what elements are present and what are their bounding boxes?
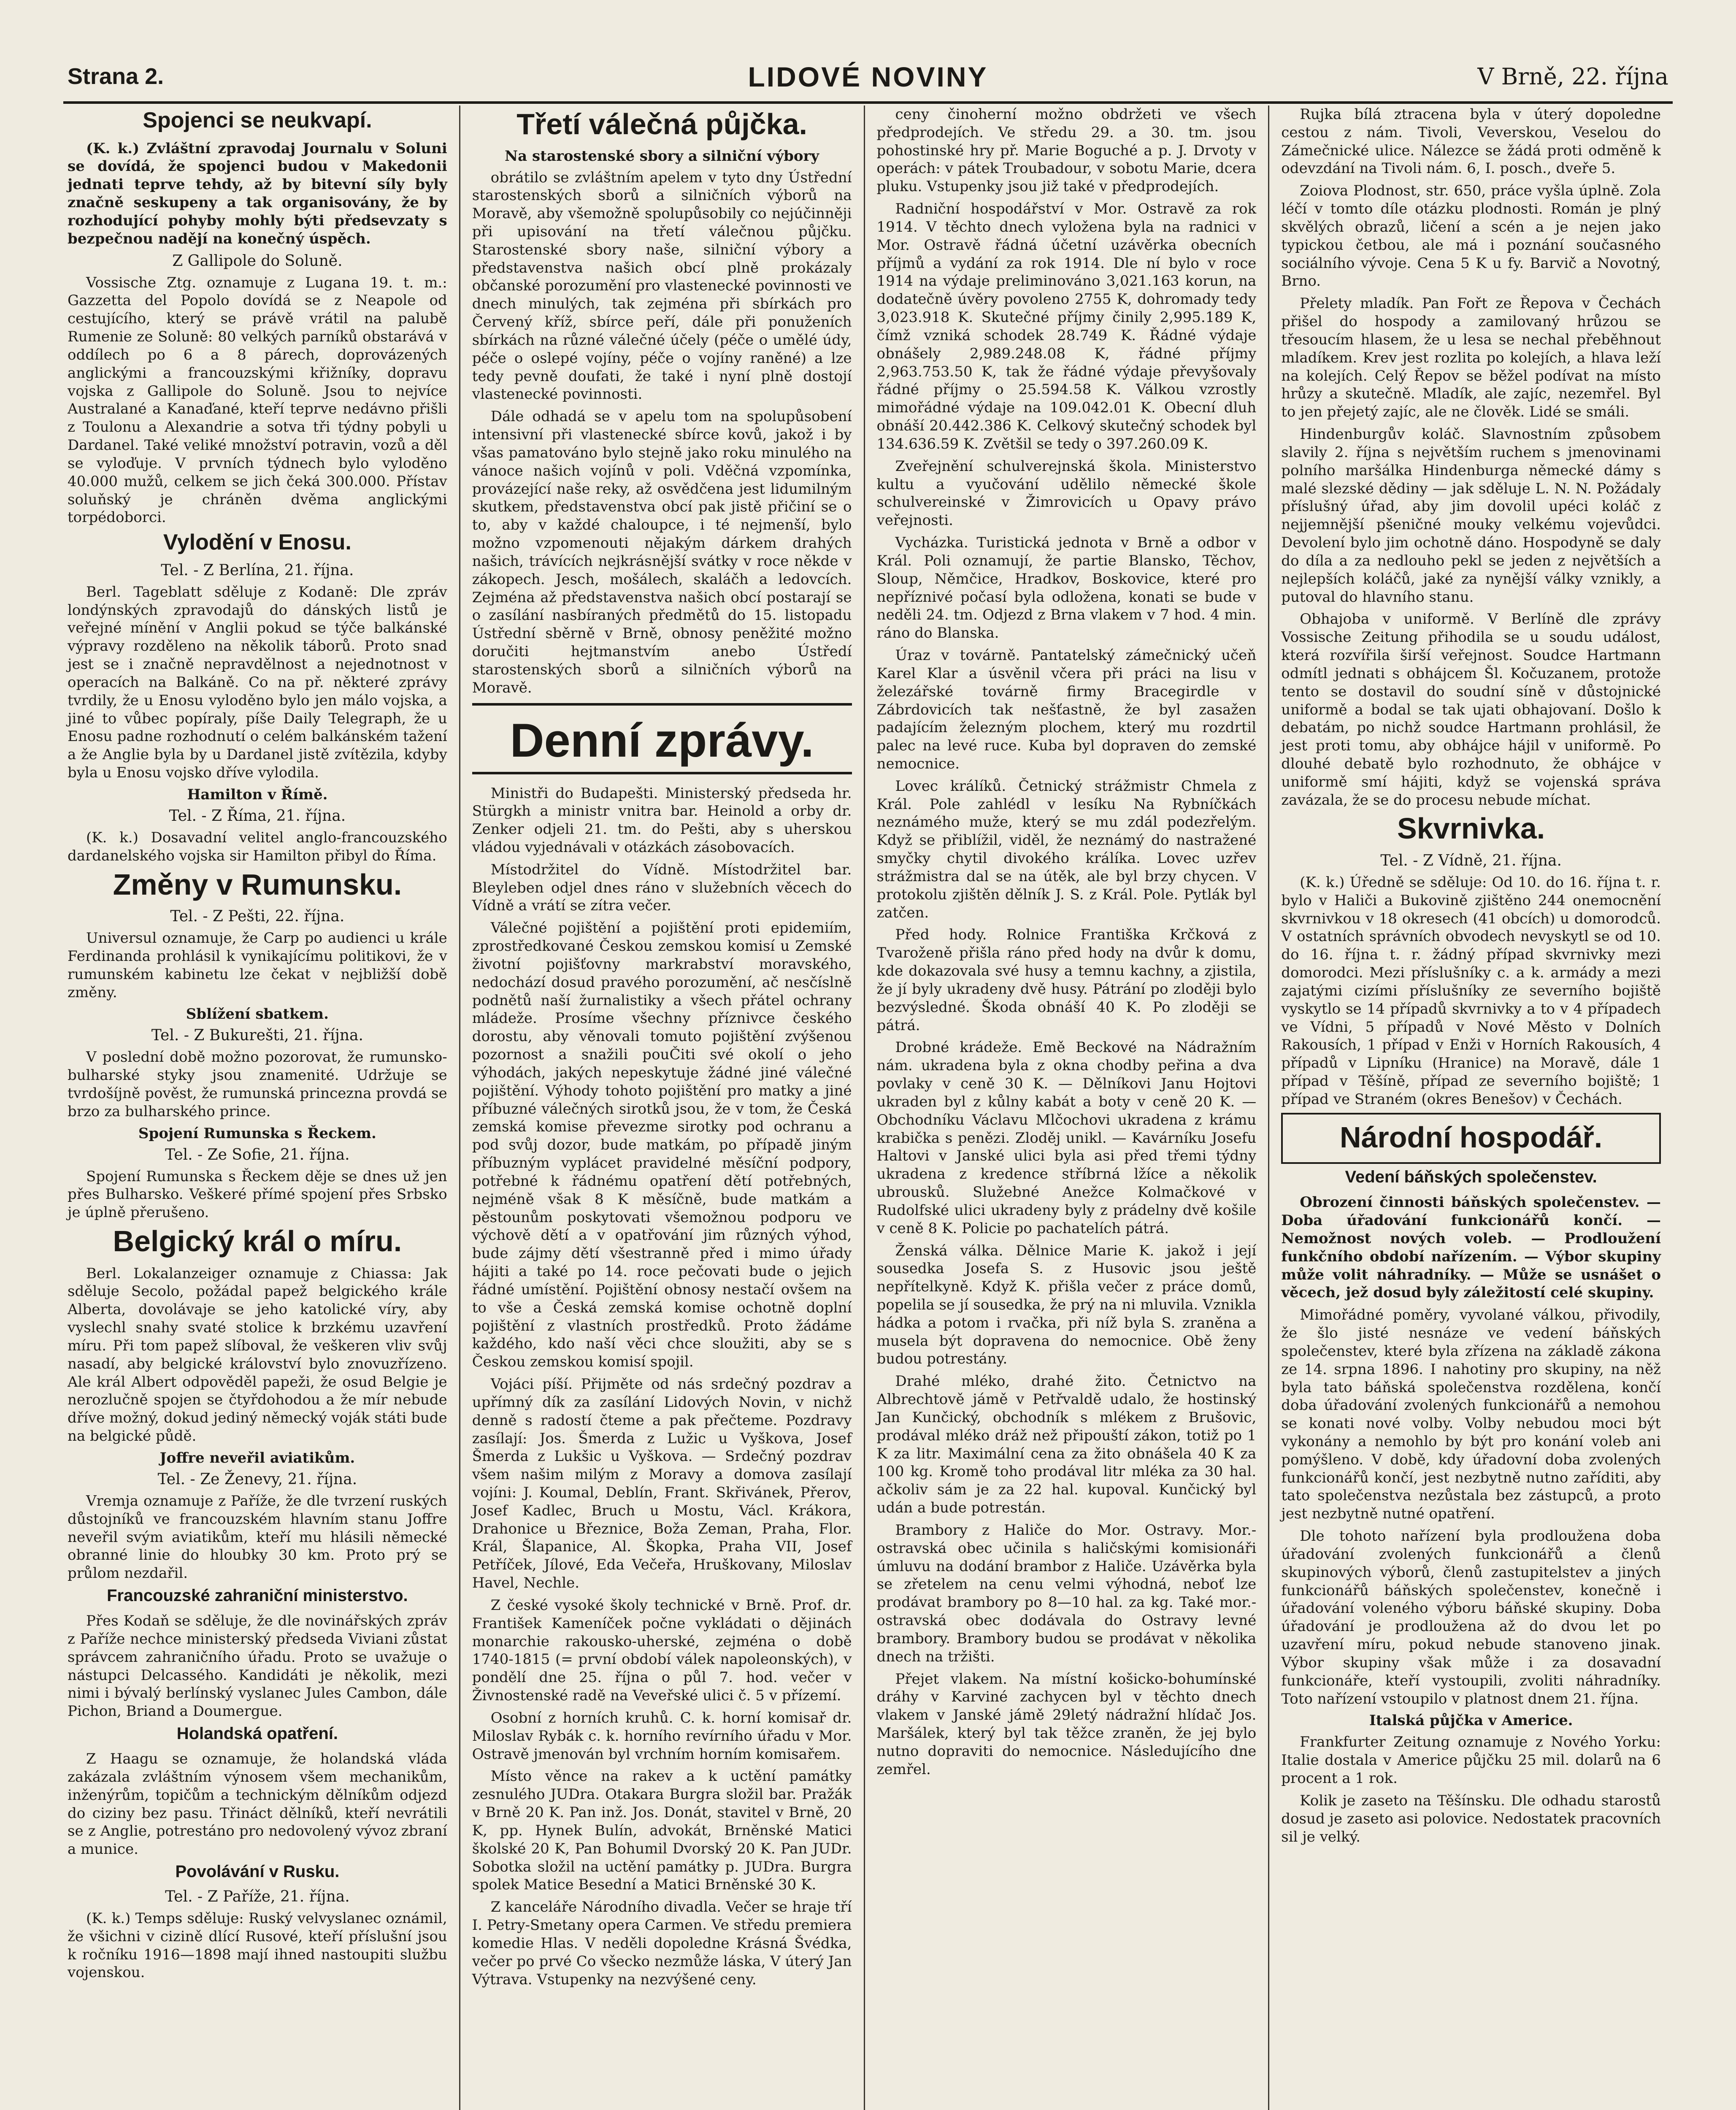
headline-sblizeni: Sblížení sbatkem. <box>186 1006 329 1023</box>
paragraph: Obrození činnosti báňských společenstev. — Doba úřadování funkcionářů končí. — Nemožnost nových voleb. — Prodloužení funkčního období nařízením. — Výbor skupiny může volit náhradníky. — Může se usnášet o věcech, jež dosud byly záležitostí celé skupiny. <box>1281 1194 1661 1301</box>
news-item: Rujka bílá ztracena byla v úterý dopoledne cestou z nám. Tivoli, Veverskou, Veselou do Zámečnické ulice. Nálezce se žádá proti odměně k odevzdání na Tivoli nám. 6, I. posch., dveře 5. <box>1281 106 1661 177</box>
column-3 <box>864 106 1268 2110</box>
paragraph: (K. k.) Temps sděluje: Ruský velvyslanec oznámil, že všichni v cizině dlící Rusové, kteří příslušní jsou k ročníku 1916—1898 mají ihned nastoupiti službu vojenskou. <box>68 1910 447 1981</box>
section-box-narodni-hospodar <box>1281 1113 1661 1164</box>
headline-skvrnivka: Skvrnivka. <box>1397 812 1545 845</box>
paragraph: Kolik je zaseto na Těšínsku. Dle odhadu starostů dosud je zaseto asi polovice. Nedostatek pracovních sil je velký. <box>1281 1792 1661 1845</box>
telegram-line: Tel. - Z Pešti, 22. října. <box>170 908 345 925</box>
subheading: Z Gallipole do Soluně. <box>172 252 343 270</box>
news-item: Přejet vlakem. Na místní košicko-bohumínské dráhy v Karviné zachycen byl v těchto dnech vlakem v Janské jámě 29letý nádražní hlídač Jos. Maršálek, který byl tak těžce zraněn, že jej bylo nutno dopraviti do nemocnice. Následujícího dne zemřel. <box>876 1670 1257 1778</box>
paragraph: Berl. Lokalanzeiger oznamuje z Chiassa: Jak sděluje Secolo, požádal papež belgického krále Alberta, dovolávaje se jeho katolické víry, aby vyslechl snahy svaté stolice k brzkému uzavření míru. Při tom papež slíboval, že veškeren vliv svůj nasadí, aby belgické království bylo znovuzřízeno. Ale král Albert odpověděl papeži, že osud Belgie je nerozlučně spojen se čtyřdohodou a že mír nebude dříve možný, dokud jediný německý voják státi bude na belgické půdě. <box>68 1265 447 1445</box>
news-item: Vojáci píší. Přijměte od nás srdečný pozdrav a upřímný dík za zasílání Lidových Novin, v nichž denně s radostí čteme a pak přečteme. Pozdravy zasílají: Jos. Šmerda z Lužic u Vyškova, Josef Šmerda z Lukšic u Vyškova. — Srdečný pozdrav všem našim milým z Moravy a domova zasílají vojíni: J. Koumal, Deblín, Frant. Skřivánek, Přerov, Josef Kadlec, Bruch u Mostu, Václ. Krákora, Drahonice u Březnice, Boža Zeman, Praha, Flor. Král, Šlapanice, Al. Škopka, Praha VII, Josef Petříček, Jílové, Eda Večeřa, Hruškovany, Miloslav Havel, Nechle. <box>472 1376 852 1592</box>
news-item: Drobné krádeže. Emě Beckové na Nádražním nám. ukradena byla z okna chodby peřina a dva povlaky v ceně 30 K. — Dělníkovi Janu Hojtovi ukraden byl z kůlny kabát a boty v ceně 20 K. — Obchodníku Václavu Mlčochovi ukradena z krámu krabička s penězi. Zloděj unikl. — Kavárníku Josefu Haltovi v Janské ulici byla asi před třemi týdny ukradena z kredence stříbrná lžíce a několik ubrousků. Služebné Anežce Kolmačkové v Rudolfské ulici ukradeny byly z prádelny dvě košile v ceně 8 K. Policie po pachatelích pátrá. <box>876 1039 1257 1237</box>
telegram-line: Tel. - Ze Ženevy, 21. října. <box>157 1470 357 1488</box>
news-item: Úraz v továrně. Pantatelský zámečnický učeň Karel Klar a úsvěnil včera při práci na lisu v železářské továrně firmy Bracegirdle v Zábrdovicích tak nešťastně, že byl zasažen padajícím železným plochem, který mu rozdrtil palec na levé ruce. Kuba byl dopraven do zemské nemocnice. <box>876 647 1257 772</box>
page-number: Strana 2. <box>68 64 164 89</box>
news-item: Přelety mladík. Pan Fořt ze Řepova v Čechách přišel do hospody a zamilovaný hrůzou se třesoucím hlasem, že u lesa se nechal přeběhnout mladíkem. Krev jest rozlita po kolejích, a hlava leží na kolejích. Celý Řepov se běžel podívat na místo hrůzy a skutečně. Mladík, ale zajíc, nezemřel. Byl to jen přejetý zajíc, ale ne člověk. Lidé se smáli. <box>1281 295 1661 421</box>
headline-enos: Vylodění v Enosu. <box>163 530 352 555</box>
headline-hamilton: Hamilton v Římě. <box>187 786 328 803</box>
columns <box>63 106 1673 2110</box>
news-item: Hindenburgův koláč. Slavnostním způsobem slavily 2. října s největším ruchem s jmenovinami polního maršálka Hindenburga německé dámy s malé slezské dědiny — jak sděluje L. N. N. Požádaly příslušný úřad, aby jim dovolil upéci koláč z nejjemnější pšeničné mouky velkému vojevůdci. Devolení bylo jim ochotně dáno. Hospodyně se daly do díla a za nedlouho pekl se jeden z největších a nejlepších koláčů, jaké za nynější války vznikly, a putoval do hlavního stanu. <box>1281 426 1661 606</box>
paragraph: obrátilo se zvláštním apelem v tyto dny Ústřední starostenských sborů a silničních výborů na Moravě, aby všemožně spolupůsobily co nejúčinněji při upisování na třetí válečnou půjčku. Starostenské sbory naše, silniční výbory a představenstva našich obcí plně prokázaly občanské porozumění pro vlastenecké povinnosti ve dnech minulých, tak zejména při sbírkách pro Červený kříž, sbírce peří, dále při ponuženích sbírkách na různé válečné účely (péče o umělé údy, péče o oslepé vojíny, péče o vojíny raněné) a lze tedy pevně doufati, že také i nyní plně dostojí vlastenecké povinnosti. <box>472 169 852 403</box>
paragraph: (K. k.) Úředně se sděluje: Od 10. do 16. října t. r. bylo v Haliči a Bukovině zjištěno 244 onemocnění skvrnivkou v 18 okresech (41 obcích) u domorodců. V ostatních správních obvodech nevyskytl se od 10. do 16. října t. r. žádný případ skvrnivky mezi domorodci. Mezi příslušníky c. a k. armády a mezi zajatými cizími příslušníky ze severního bojiště vyskytlo se 14 případů skvrnivky a to v 4 případech ve Vídni, 5 případů v Nové Město v Dolních Rakousích, 1 případ v Enži v Horních Rakousích, 4 případů v Lipníku (Hranice) na Moravě, dále 1 případ v Těšíně, případ ze severního bojiště; 1 případ ve Straném (okres Benešov) v Čechách. <box>1281 874 1661 1108</box>
news-item: Zoiova Plodnost, str. 650, práce vyšla úplně. Zola léčí v tomto díle otázku plodnosti. Román je plný skvělých obrazů, ličení a scén a je nejen jako typickou četbou, ale má i poznání současného sociálního vývoje. Cena 5 K u fy. Barvič a Novotný, Brno. <box>1281 182 1661 290</box>
headline-spojenci: Spojenci se neukvapí. <box>143 108 372 133</box>
telegram-line: Tel. - Z Berlína, 21. října. <box>161 561 354 579</box>
telegram-line: Tel. - Z Vídně, 21. října. <box>1380 852 1562 869</box>
telegram-line: Tel. - Z Bukurešti, 21. října. <box>151 1027 363 1044</box>
headline-valecna-pujcka: Třetí válečná půjčka. <box>516 108 807 141</box>
headline-francouzske-ministerstvo: Francouzské zahraniční ministerstvo. <box>107 1586 408 1605</box>
column-4 <box>1268 106 1673 2110</box>
headline-holandska-opatreni: Holandská opatření. <box>176 1724 338 1743</box>
headline-spojeni: Spojení Rumunska s Řeckem. <box>138 1125 376 1142</box>
paragraph: Frankfurter Zeitung oznamuje z Nového Yorku: Italie dostala v Americe půjčku 25 mil. dolarů na 6 procent a 1 rok. <box>1281 1734 1661 1787</box>
news-item: Drahé mléko, drahé žito. Četnictvo na Albrechtově jámě v Petřvaldě udalo, že hostinský Jan Kunčický, obchodník s mlékem z Brušovic, prodával mléko dráž než připouští zákon, totiž po 1 K za litr. Maximální cena za žito obnášela 40 K za 100 kg. Kromě toho prodával litr mléka za 30 hal. ačkoliv sám je za 22 hal. kupoval. Kunčický byl udán a bude potrestán. <box>876 1373 1257 1517</box>
news-item: Radniční hospodářství v Mor. Ostravě za rok 1914. V těchto dnech vyložena byla na radnici v Mor. Ostravě řádná účetní uzávěrka obecních příjmů a vydání za rok 1914. Dle ní bylo v roce 1914 na výdaje preliminováno 3,021.163 korun, na dodatečně úvěry povoleno 2755 K, dohromady tedy 3,023.918 K. Skutečné příjmy činily 2,995.189 K, čímž vzniká schodek 28.749 K. Řádné výdaje obnášely 2,989.248.08 K, řádné příjmy 2,963.753.50 K, tak že řádné výdaje převyšovaly řádné příjmy o 25.594.58 K. Válkou vzrostly mimořádné výdaje na 109.042.01 K. Obecní dluh obnáší 20.442.386 K. Celkový skutečný schodek byl 134.636.59 K. Zvětšil se tedy o 397.260.09 K. <box>876 200 1257 452</box>
paragraph: Vossische Ztg. oznamuje z Lugana 19. t. m.: Gazzetta del Popolo dovídá se z Neapole od cestujícího, který se právě vrátil na palubě Rumenie ze Soluně: 80 velkých parníků obstarává v oddílech po 6 a 8 párech, doprovázených anglickými a francouzskými křižníky, dopravu vojska z Gallipole do Soluně. Jsou to nejvíce Australané a Kanaďané, kteří teprve nedávno přišli z Toulonu a Alexandrie a sotva tři týdny pobyli u Dardanel. Také veliké množství potravin, vozů a děl se vyloďuje. V prvních týdnech bylo vyloděno 40.000 mužů, celkem se jich čeká 300.000. Přístav soluňský je chráněn dvěma anglickými torpédoborci. <box>68 274 447 526</box>
news-item: Vycházka. Turistická jednota v Brně a odbor v Král. Poli oznamují, že partie Blansko, Těchov, Sloup, Němčice, Hradkov, Boskovice, které pro nepříznivé počasí byla odložena, konati se bude v neděli 24. tm. Odjezd z Brna vlakem v 7 hod. 4 min. ráno do Blanska. <box>876 534 1257 642</box>
news-item: ceny činoherní možno obdržeti ve všech předprodejích. Ve středu 29. a 30. tm. jsou pohostinské hry př. Marie Boguché a p. J. Drvoty v operách: v pátek Troubadour, v sobotu Marie, dcera pluku. Vstupenky jsou již také v předprodejích. <box>876 106 1257 195</box>
news-item: Válečné pojištění a pojištění proti epidemiím, zprostředkované Českou zemskou komisí u Zemské životní pojišťovny markrabství moravského, nedochází dosud pravého porozumění, ač nesčíslně podnětů naší žurnalistiky a všech přátel ochrany mládeže. Prosíme všechny příznivce českého dorostu, aby věnovali tomuto pojištění zvýšenou pozornost a snažili pouČiti své okolí o jeho výhodách, jakých nepeskytuje žádné jiné válečné pojištění. Výhody tohoto pojištění pro matky a jiné příbuzné válečných sirotků jsou, že v tom, že Česká zemská komise převezme sirotky pod ochranu a pod svůj dozor, bude matkám, po případě jiným příbuzným vyplácet pravidelné měsíční podpory, potřebné k řádnému opatření dětí potřebných, nejméně však 8 K měsíčně, bude matkám a pěstounům poskytovati všemožnou podporu ve výchově dětí a v opatřování jim různých výhod, bude zájmy dětí všestranně před i mimo úřady hájiti a také po 14. roce pečovati bude o jejich řádné umístění. Pojištění obnosy nestačí ovšem na to vše a Česká zemská komise ochotně doplní pojištění z vlastních prostředků. Proto žádáme každého, kdo naší věci chce sloužiti, aby se s Českou zemskou komisí spojil. <box>472 920 852 1371</box>
telegram-line: Tel. - Ze Sofie, 21. října. <box>165 1146 350 1163</box>
headline-joffre: Joffre neveřil aviatikům. <box>160 1449 355 1466</box>
headline-banska-spolecenstva: Vedení báňských společenstev. <box>1345 1168 1597 1187</box>
news-item: Brambory z Haliče do Mor. Ostravy. Mor.-ostravská obec učinila s haličskými komisionáři úmluvu na dodání brambor z Haliče. Uzávěrka byla se zřetelem na cenu velmi výhodná, neboť lze prodávat brambory po 8—10 hal. za kg. Také mor.-ostravská obec dodávala do Ostravy levné brambory. Brambory budou se prodávat v několika dnech na tržišti. <box>876 1521 1257 1665</box>
telegram-line: Tel. - Z Říma, 21. října. <box>169 807 346 825</box>
news-item: Osobní z horních kruhů. C. k. horní komisař dr. Miloslav Rybák c. k. horního revírního úřadu v Mor. Ostravě jmenován byl vrchním horním komisařem. <box>472 1709 852 1763</box>
news-item: Zveřejnění schulverejnská škola. Ministerstvo kultu a vyučování udělilo německé škole schulvereinské v Žimrovicích u Opavy právo veřejnosti. <box>876 457 1257 529</box>
news-item: Před hody. Rolnice Františka Krčková z Tvaroženě přišla ráno před hody na dvůr k domu, kde dokazovala své husy a temnu kachny, a zjistila, že jí byly ukradeny dvě husy. Pátrání po zloději bylo bezvýsledné. Škoda obnáší 40 K. Po zloději se pátrá. <box>876 926 1257 1034</box>
paragraph: (K. k.) Zvláštní zpravodaj Journalu v Soluni se dovídá, že spojenci budou v Makedonii jednati teprve tehdy, až by bitevní síly byly značně seskupeny a tak organisovány, že by rozhodující pohyby mohly býti předsevzaty s bezpečnou nadějí na konečný úspěch. <box>68 140 447 247</box>
news-item: Ženská válka. Dělnice Marie K. jakož i její sousedka Josefa S. z Husovic jsou ještě nepřítelkyně. Když K. přišla večer z práce domů, popelila se jí sousedka, že prý na ni mluvila. Vznikla hádka a potom i rvačka, při níž byla S. zraněna a musela být dopravena do nemocnice. Obě ženy budou potrestány. <box>876 1242 1257 1368</box>
paragraph: (K. k.) Dosavadní velitel anglo-francouzského dardanelského vojska sir Hamilton přibyl do Říma. <box>68 829 447 864</box>
news-item: Ministři do Budapešti. Ministerský předseda hr. Stürgkh a ministr vnitra bar. Heinold a orby dr. Zenker odjeli 21. tm. do Pešti, aby s uherskou vládou vyjednávali v otázkách zásobovacích. <box>472 784 852 856</box>
headline-italska-pujcka: Italská půjčka v Americe. <box>1369 1712 1573 1729</box>
section-heading-narodni-hospodar: Národní hospodář. <box>1340 1120 1603 1154</box>
masthead <box>63 55 1673 104</box>
section-heading-denni-zpravy: Denní zprávy. <box>472 703 852 774</box>
news-item: Obhajoba v uniformě. V Berlíně dle zprávy Vossische Zeitung přihodila se u soudu událost, která rozvířila širší veřejnost. Soudce Hartmann odmítl jednati s obhájcem Šl. Kočuzanem, protože tento se dostavil do soudní síně v důstojnické uniformě a bodal se tak ujati obhajovaní. Došlo k debatám, po nichž soudce Hartmann prohlásil, že jest proti tomu, aby obhájce hájil v uniformě. Po dlouhé debatě bylo rozhodnuto, že obhájce v uniformě smí hájiti, když se vojenská správa zavázala, že se do procesu nebude míchat. <box>1281 611 1661 809</box>
paragraph: Spojení Rumunska s Řeckem děje se dnes už jen přes Bulharsko. Veškeré přímé spojení přes Srbsko je úplně přerušeno. <box>68 1168 447 1221</box>
paragraph: Dále odhadá se v apelu tom na spolupůsobení intensivní při vlastenecké sbírce kovů, jakož i by všas pamatováno bylo stejně jako roku minulého na vánoce našich vojínů v poli. Vděčná vzpomínka, provázející naše reky, až osvědčena jest lidumilným skutkem, představenstva obcí pak jistě přičiní se o to, aby v každé chaloupce, i té nejmenší, bylo možno vzpomenouti nějakým dárkem drahých našich, trávících nejkrásnější svátky v roce někde v zákopech. Jesch, mošálech, skaláčh a ledovcích. Zejména až představenstva našich obcí postarají se o zasílání nasbíraných předmětů do 15. listopadu Ústřední sběrně v Brně, obnosy peněžité možno doručiti hejtmanstvím anebo Ústředí starostenských sborů a silničních výborů na Moravě. <box>472 408 852 696</box>
headline-rumunsko: Změny v Rumunsku. <box>113 868 402 901</box>
column-2 <box>459 106 864 2110</box>
news-item: Z kanceláře Národního divadla. Večer se hraje tří I. Petry-Smetany opera Carmen. Ve středu premiera komedie Hlas. V neděli dopoledne Krásná Švédka, večer po prvé Co všecko nezmůže láska, V úterý Jan Výtrava. Vstupenky na nezvýšené ceny. <box>472 1899 852 1988</box>
deck-starostenske-sbory: Na starostenské sbory a silniční výbory <box>505 147 819 165</box>
headline-povolavani: Povolávání v Rusku. <box>175 1862 340 1881</box>
paragraph: Universul oznamuje, že Carp po audienci u krále Ferdinanda prohlásil k vynikajícímu politikovi, že v rumunském kabinetu lze čekat v nejbližší době změny. <box>68 930 447 1001</box>
news-item: Místo věnce na rakev a k uctění památky zesnulého JUDra. Otakara Burgra složil bar. Pražák v Brně 20 K. Pan inž. Jos. Donát, stavitel v Brně, 20 K, pp. Hynek Bulín, advokát, Brněnské Matici školské 20 K, Pan Bohumil Dvorský 20 K. Pan JUDr. Sobotka složil na uctění památky p. JUDra. Burgra spolek Matice Besední a Matici Brněnské 30 K. <box>472 1768 852 1894</box>
paragraph: Přes Kodaň se sděluje, že dle novinářských zpráv z Paříže nechce ministerský předseda Viviani zůstat správcem zahraničního úřadu. Proto se uvažuje o nástupci Delcassého. Kandidáti je několik, mezi nimi i bývalý berlínský vyslanec Jules Cambon, dále Pichon, Briand a Doumergue. <box>68 1612 447 1720</box>
paragraph: Vremja oznamuje z Paříže, že dle tvrzení ruských důstojníků ve francouzském hlavním stanu Joffre neveřil svým aviatikům, kteří mu hlásili německé obranné linie do hloubky 30 km. Proto prý se průlom nezdařil. <box>68 1492 447 1582</box>
dateline: V Brně, 22. října <box>1477 63 1668 90</box>
news-item: Lovec králíků. Četnický strážmistr Chmela z Král. Pole zahlédl v lesíku Na Rybníčkách neznámého muže, který se mu zdál podezřelým. Když se přiblížil, viděl, že neznámý do nastražené smyčky chytil divokého králíka. Lovec uzřev strážmistra dal se na útěk, ale byl brzy chycen. V protokolu zjištěn dělník J. S. z Král. Pole. Pytlák byl zatčen. <box>876 777 1257 921</box>
news-item: Místodržitel do Vídně. Místodržitel bar. Bleyleben odjel dnes ráno v služebních věcech do Vídně a vrátí se zítra večer. <box>472 861 852 914</box>
paragraph: Dle tohoto nařízení byla prodloužena doba úřadování zvolených funkcionářů a členů skupinových výborů, členů zastupitelstev a jiných funkcionářů báňských společenstev, konečně i úřadování voleného výboru báňské skupiny. Doba úřadování je prodloužena až do dvou let po uzavření míru, pokud nebude stanoveno jinak. Výbor skupiny však může i za dosavadní funkcionáře, kteří vystoupili, zvoliti náhradníky. Toto nařízení vstoupilo v platnost dnem 21. října. <box>1281 1528 1661 1707</box>
headline-belgicky-kral: Belgický král o míru. <box>113 1225 402 1258</box>
column-1 <box>63 106 459 2110</box>
newspaper-title: LIDOVÉ NOVINY <box>748 61 988 92</box>
news-item: Z české vysoké školy technické v Brně. Prof. dr. František Kameníček počne vykládati o dějinách monarchie rakousko-uherské, zejména o době 1740-1815 (= první období válek napoleonských), v pondělí dne 25. října o půl 7. hod. večer v Živnostenské radě na Veveřské ulici č. 5 v přízemí. <box>472 1596 852 1704</box>
telegram-line: Tel. - Z Paříže, 21. října. <box>165 1888 350 1905</box>
paragraph: Mimořádné poměry, vyvolané válkou, přivodily, že šlo jisté nesnáze ve vedení báňských společenstev, které byla zřízena na základě zákona ze 14. srpna 1896. I nahotiny pro skupiny, na něž byla tato báňská společenstva rozdělena, končí doba úřadování zvolených funkcionářů a nemohou se konati nové volby. Volby nebudou moci být vykonány a nemohlo by být pro konání voleb ani pomýšleno. V době, kdy úřadovní doba zvolených funkcionářů končí, jest nezbytně nutno zaříditi, aby tato společenstva nezůstala bez zástupců, a proto jest nezbytně nutné opatření. <box>1281 1307 1661 1523</box>
paragraph: Berl. Tageblatt sděluje z Kodaně: Dle zpráv londýnských zpravodajů do dánských listů je veřejné mínění v Anglii pokud se týče balkánské výpravy rozděleno na několik táborů. Proto snad jest se i značně nepravdělnost a nejednotnost v operacích na Balkáně. Co na př. některé zprávy tvrdily, že u Enosu vyloděno bylo jen málo vojska, a jiné to vůbec popíraly, píše Daily Telegraph, že u Enosu padne rozhodnutí o celém balkánském tažení a že Anglie byla by u Dardanel jistě zvítězila, kdyby byla u Enosu vojsko dříve vylodila. <box>68 583 447 782</box>
paragraph: Z Haagu se oznamuje, že holandská vláda zakázala zvláštním výnosem všem mechanikům, inženýrům, topičům a technickým dělníkům odjezd do ciziny bez pasu. Třináct dělníků, kteří nevrátili se z Anglie, potrestáno pro nedovolený vývoz zbraní a munice. <box>68 1750 447 1858</box>
paragraph: V poslední době možno pozorovat, že rumunsko-bulharské styky jsou znamenité. Udržuje se tvrdošíjně pověst, že rumunská princezna provdá se brzo za bulharského prince. <box>68 1049 447 1120</box>
